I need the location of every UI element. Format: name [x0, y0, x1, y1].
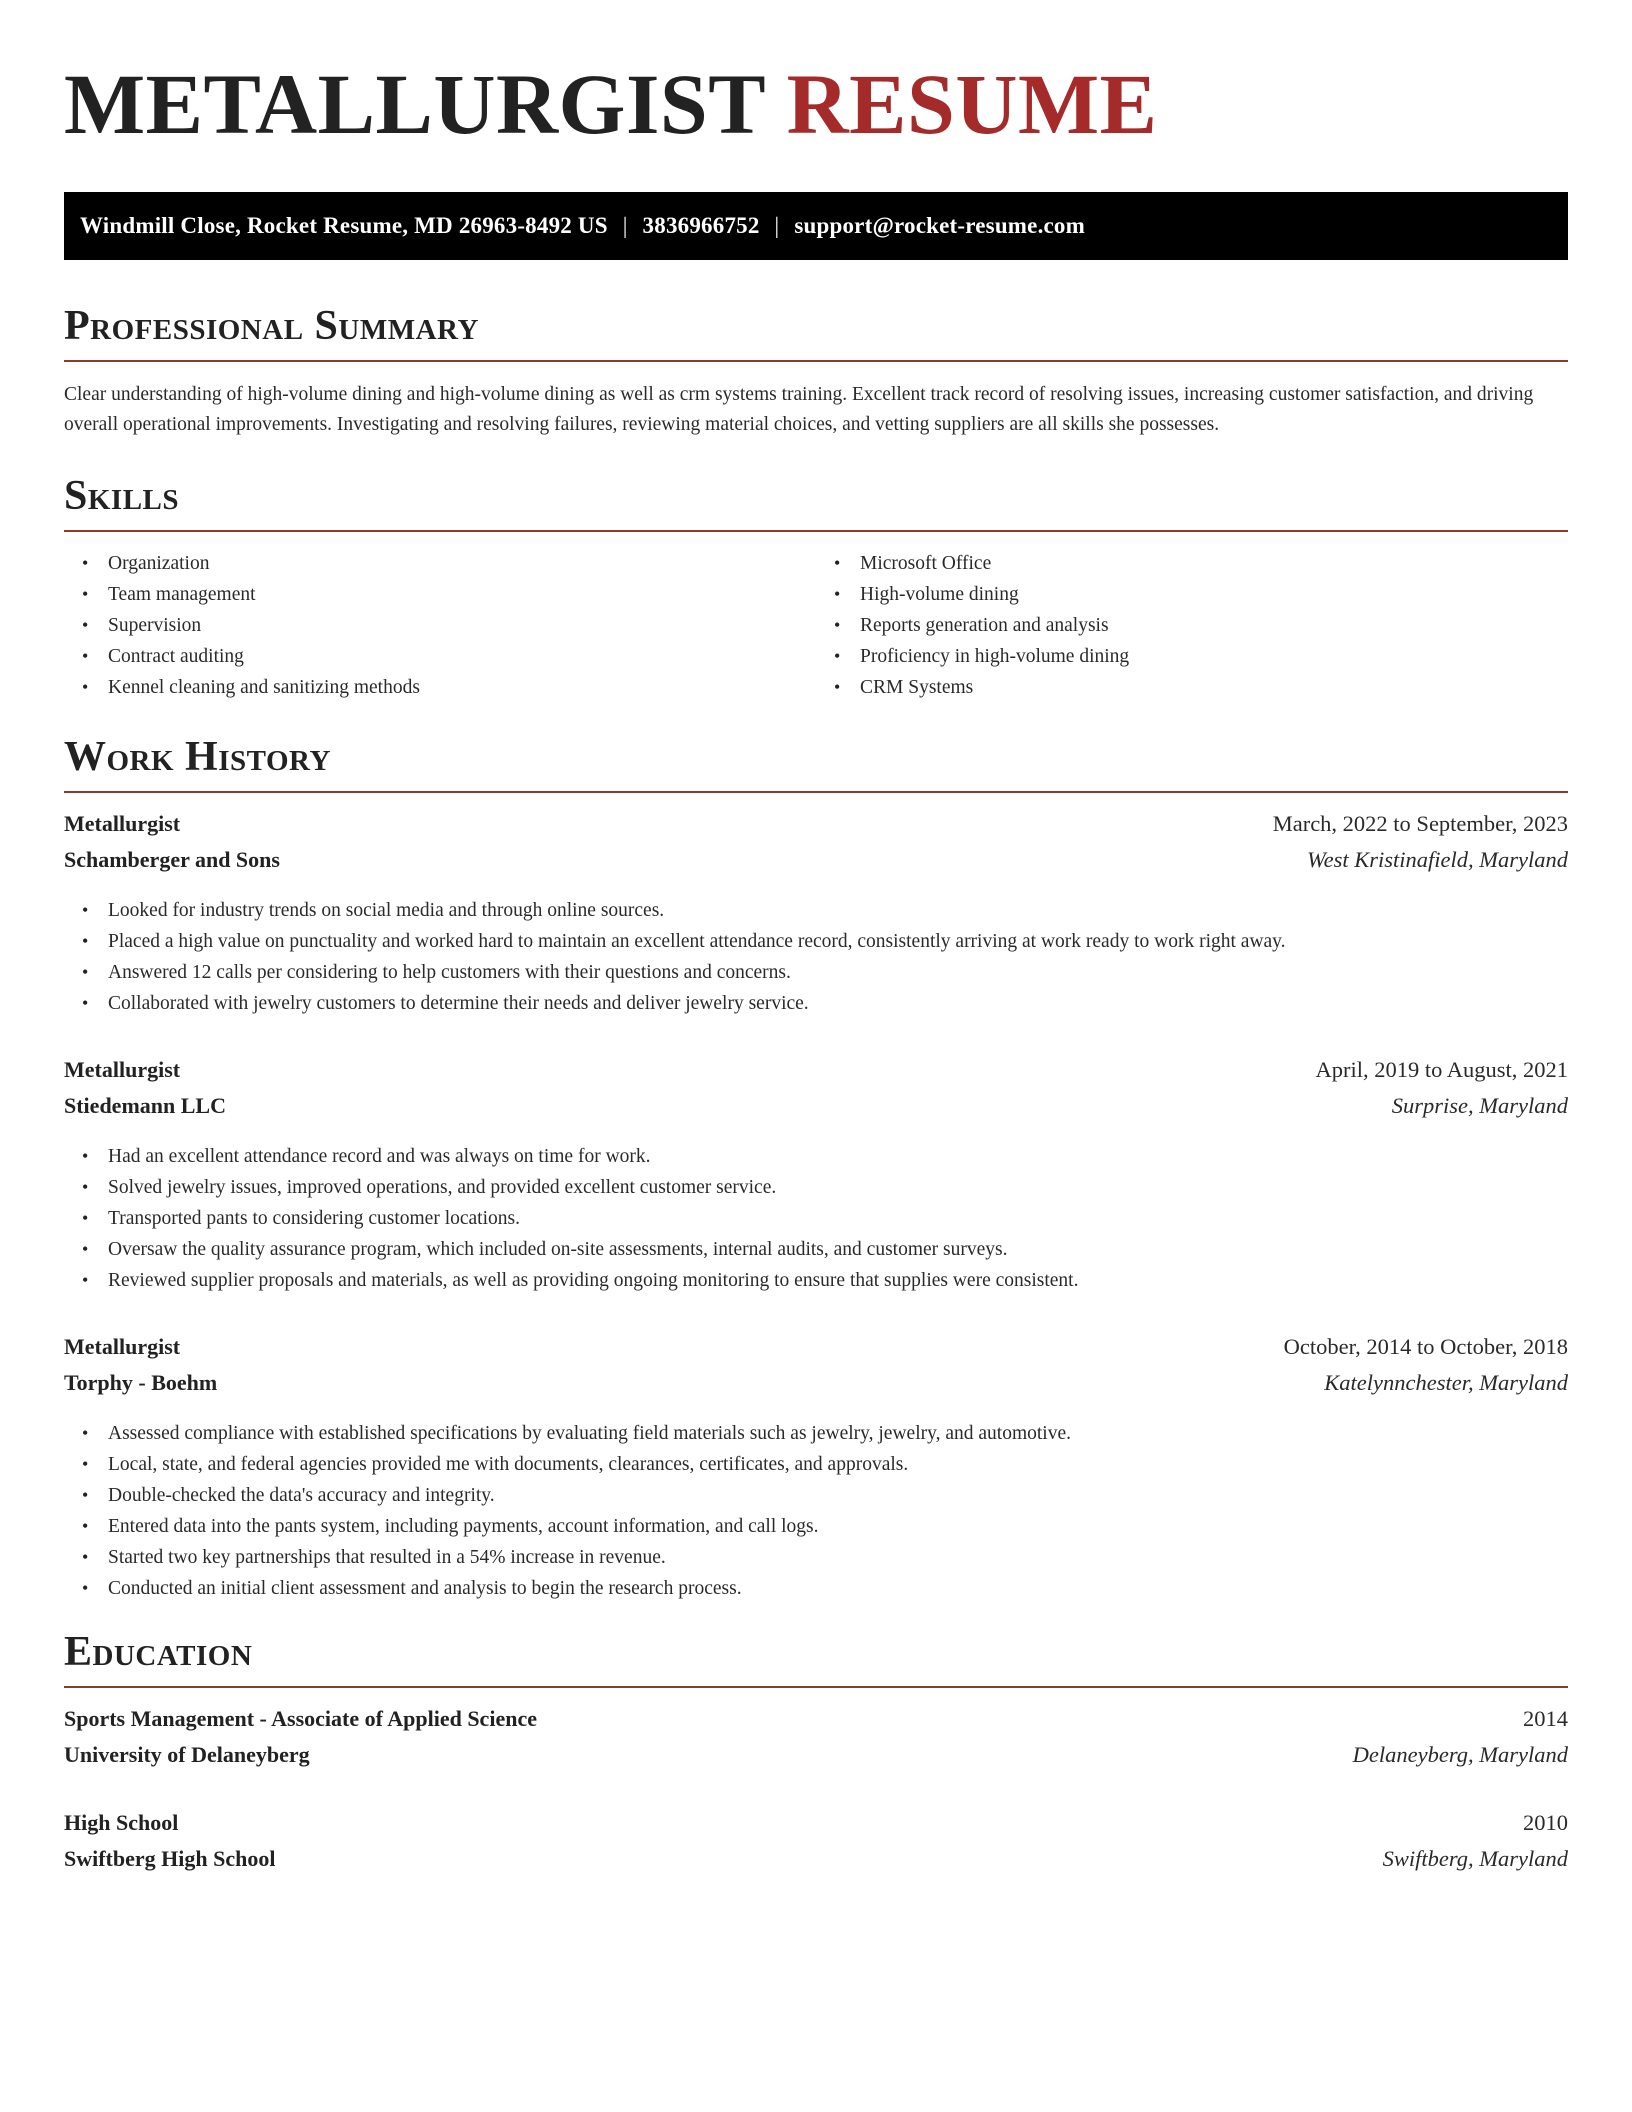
job-location: Katelynnchester, Maryland — [1324, 1370, 1568, 1395]
skill-item: • CRM Systems — [860, 672, 1568, 703]
contact-bar — [64, 192, 1568, 260]
job-company: Stiedemann LLC — [64, 1093, 226, 1118]
skill-item: • Proficiency in high-volume dining — [860, 641, 1568, 672]
job-title: Metallurgist — [64, 1057, 181, 1082]
job-bullet: • Entered data into the pants system, including payments, account information, and call logs. — [108, 1511, 1568, 1542]
job-entry — [64, 1334, 1568, 1604]
skills-section — [64, 470, 1568, 703]
summary-section — [64, 300, 1568, 440]
contact-separator: | — [622, 213, 628, 238]
education-year: 2014 — [1523, 1706, 1568, 1731]
section-divider — [64, 1686, 1568, 1688]
job-bullet: • Conducted an initial client assessment and analysis to begin the research process. — [108, 1573, 1568, 1604]
job-bullet: • Double-checked the data's accuracy and integrity. — [108, 1480, 1568, 1511]
job-bullet: • Local, state, and federal agencies provided me with documents, clearances, certificates, and approvals. — [108, 1449, 1568, 1480]
job-bullet: • Solved jewelry issues, improved operations, and provided excellent customer service. — [108, 1172, 1568, 1203]
title-name-first: METALLURGIST — [64, 56, 765, 152]
contact-address: Windmill Close, Rocket Resume, MD 26963-8492 US — [80, 213, 608, 238]
education-school-row — [64, 1846, 1568, 1882]
job-company-row — [64, 1093, 1568, 1129]
skill-item: • Reports generation and analysis — [860, 610, 1568, 641]
contact-separator: | — [774, 213, 780, 238]
job-header-row — [64, 811, 1568, 847]
education-school-row — [64, 1742, 1568, 1778]
contact-phone: 3836966752 — [642, 213, 760, 238]
summary-heading: Professional Summary — [64, 303, 479, 349]
work-history-section — [64, 731, 1568, 1604]
education-entry — [64, 1706, 1568, 1778]
section-divider — [64, 530, 1568, 532]
job-dates: April, 2019 to August, 2021 — [1315, 1057, 1568, 1082]
job-bullets — [64, 1141, 1568, 1296]
title-name-last: RESUME — [786, 56, 1158, 152]
job-dates: March, 2022 to September, 2023 — [1272, 811, 1568, 836]
job-bullet: • Answered 12 calls per considering to help customers with their questions and concerns. — [108, 957, 1568, 988]
skills-grid — [64, 548, 1568, 703]
education-location: Delaneyberg, Maryland — [1352, 1742, 1568, 1767]
job-bullet: • Assessed compliance with established specifications by evaluating field materials such as jewelry, jewelry, and automotive. — [108, 1418, 1568, 1449]
education-school: University of Delaneyberg — [64, 1742, 310, 1767]
skill-item: • Kennel cleaning and sanitizing methods — [108, 672, 816, 703]
job-bullet: • Oversaw the quality assurance program, which included on-site assessments, internal audits, and customer surveys. — [108, 1234, 1568, 1265]
job-entry — [64, 811, 1568, 1019]
summary-text: Clear understanding of high-volume dining and high-volume dining as well as crm systems training. Excellent track record of resolving issues, increasing customer satisfaction, and driving overall operational improvements. Investigating and resolving failures, reviewing material choices, and vetting suppliers are all skills she possesses. — [64, 384, 1534, 435]
job-bullets — [64, 1418, 1568, 1604]
work-history-heading: Work History — [64, 734, 331, 780]
job-bullet: • Looked for industry trends on social media and through online sources. — [108, 895, 1568, 926]
job-header-row — [64, 1334, 1568, 1370]
skills-heading: Skills — [64, 473, 180, 519]
job-bullets — [64, 895, 1568, 1019]
education-heading: Education — [64, 1629, 253, 1675]
education-degree: Sports Management - Associate of Applied Science — [64, 1706, 537, 1731]
skill-item: • Organization — [108, 548, 816, 579]
job-company: Torphy - Boehm — [64, 1370, 218, 1395]
job-header-row — [64, 1057, 1568, 1093]
job-bullet: • Placed a high value on punctuality and worked hard to maintain an excellent attendance record, consistently arriving at work ready to work right away. — [108, 926, 1568, 957]
job-company: Schamberger and Sons — [64, 847, 280, 872]
job-bullet: • Collaborated with jewelry customers to determine their needs and deliver jewelry service. — [108, 988, 1568, 1019]
job-bullet: • Reviewed supplier proposals and materials, as well as providing ongoing monitoring to ensure that supplies were consistent. — [108, 1265, 1568, 1296]
skill-item: • Supervision — [108, 610, 816, 641]
education-school: Swiftberg High School — [64, 1846, 276, 1871]
job-bullet: • Had an excellent attendance record and was always on time for work. — [108, 1141, 1568, 1172]
skill-item: • Team management — [108, 579, 816, 610]
job-title: Metallurgist — [64, 811, 181, 836]
education-degree-row — [64, 1810, 1568, 1846]
education-section — [64, 1626, 1568, 1882]
job-bullet: • Started two key partnerships that resulted in a 54% increase in revenue. — [108, 1542, 1568, 1573]
education-entry — [64, 1810, 1568, 1882]
job-dates: October, 2014 to October, 2018 — [1283, 1334, 1568, 1359]
job-location: West Kristinafield, Maryland — [1306, 847, 1568, 872]
education-degree-row — [64, 1706, 1568, 1742]
skill-item: • High-volume dining — [860, 579, 1568, 610]
skill-item: • Microsoft Office — [860, 548, 1568, 579]
skills-list-left — [64, 548, 816, 703]
skills-list-right — [816, 548, 1568, 703]
job-company-row — [64, 1370, 1568, 1406]
job-bullet: • Transported pants to considering customer locations. — [108, 1203, 1568, 1234]
job-location: Surprise, Maryland — [1391, 1093, 1568, 1118]
job-company-row — [64, 847, 1568, 883]
contact-email: support@rocket-resume.com — [794, 213, 1085, 238]
education-location: Swiftberg, Maryland — [1382, 1846, 1568, 1871]
education-year: 2010 — [1523, 1810, 1568, 1835]
job-entry — [64, 1057, 1568, 1296]
education-degree: High School — [64, 1810, 179, 1835]
skill-item: • Contract auditing — [108, 641, 816, 672]
section-divider — [64, 791, 1568, 793]
section-divider — [64, 360, 1568, 362]
job-title: Metallurgist — [64, 1334, 181, 1359]
resume-title — [64, 56, 1568, 152]
